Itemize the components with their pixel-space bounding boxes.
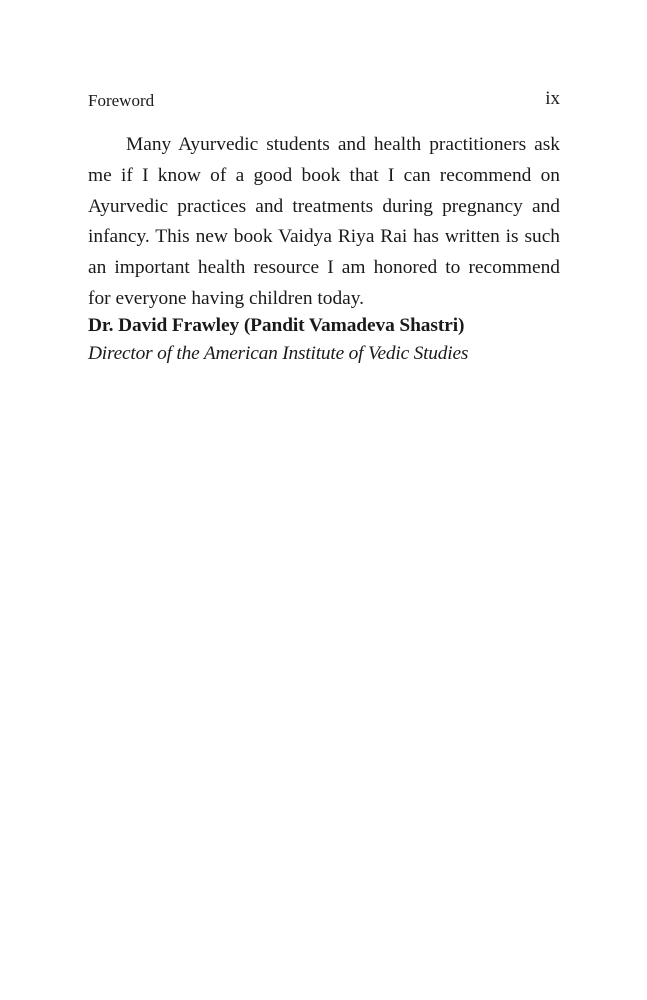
author-title: Director of the American Institute of Vedic Studies — [88, 343, 469, 364]
author-name: Dr. David Frawley (Pandit Vamadeva Shastri) — [88, 315, 465, 336]
running-head — [88, 88, 560, 112]
signature-block — [88, 312, 560, 368]
foreword-paragraph: Many Ayurvedic students and health practitioners ask me if I know of a good book that I can recommend on Ayurvedic practices and treatments during pregnancy and infancy. This new book Vaidya Riya Rai has written is such an important health resource I am honored to recommend for everyone having children today. — [88, 134, 560, 309]
section-title: Foreword — [88, 91, 155, 110]
page-number: ix — [545, 88, 560, 109]
